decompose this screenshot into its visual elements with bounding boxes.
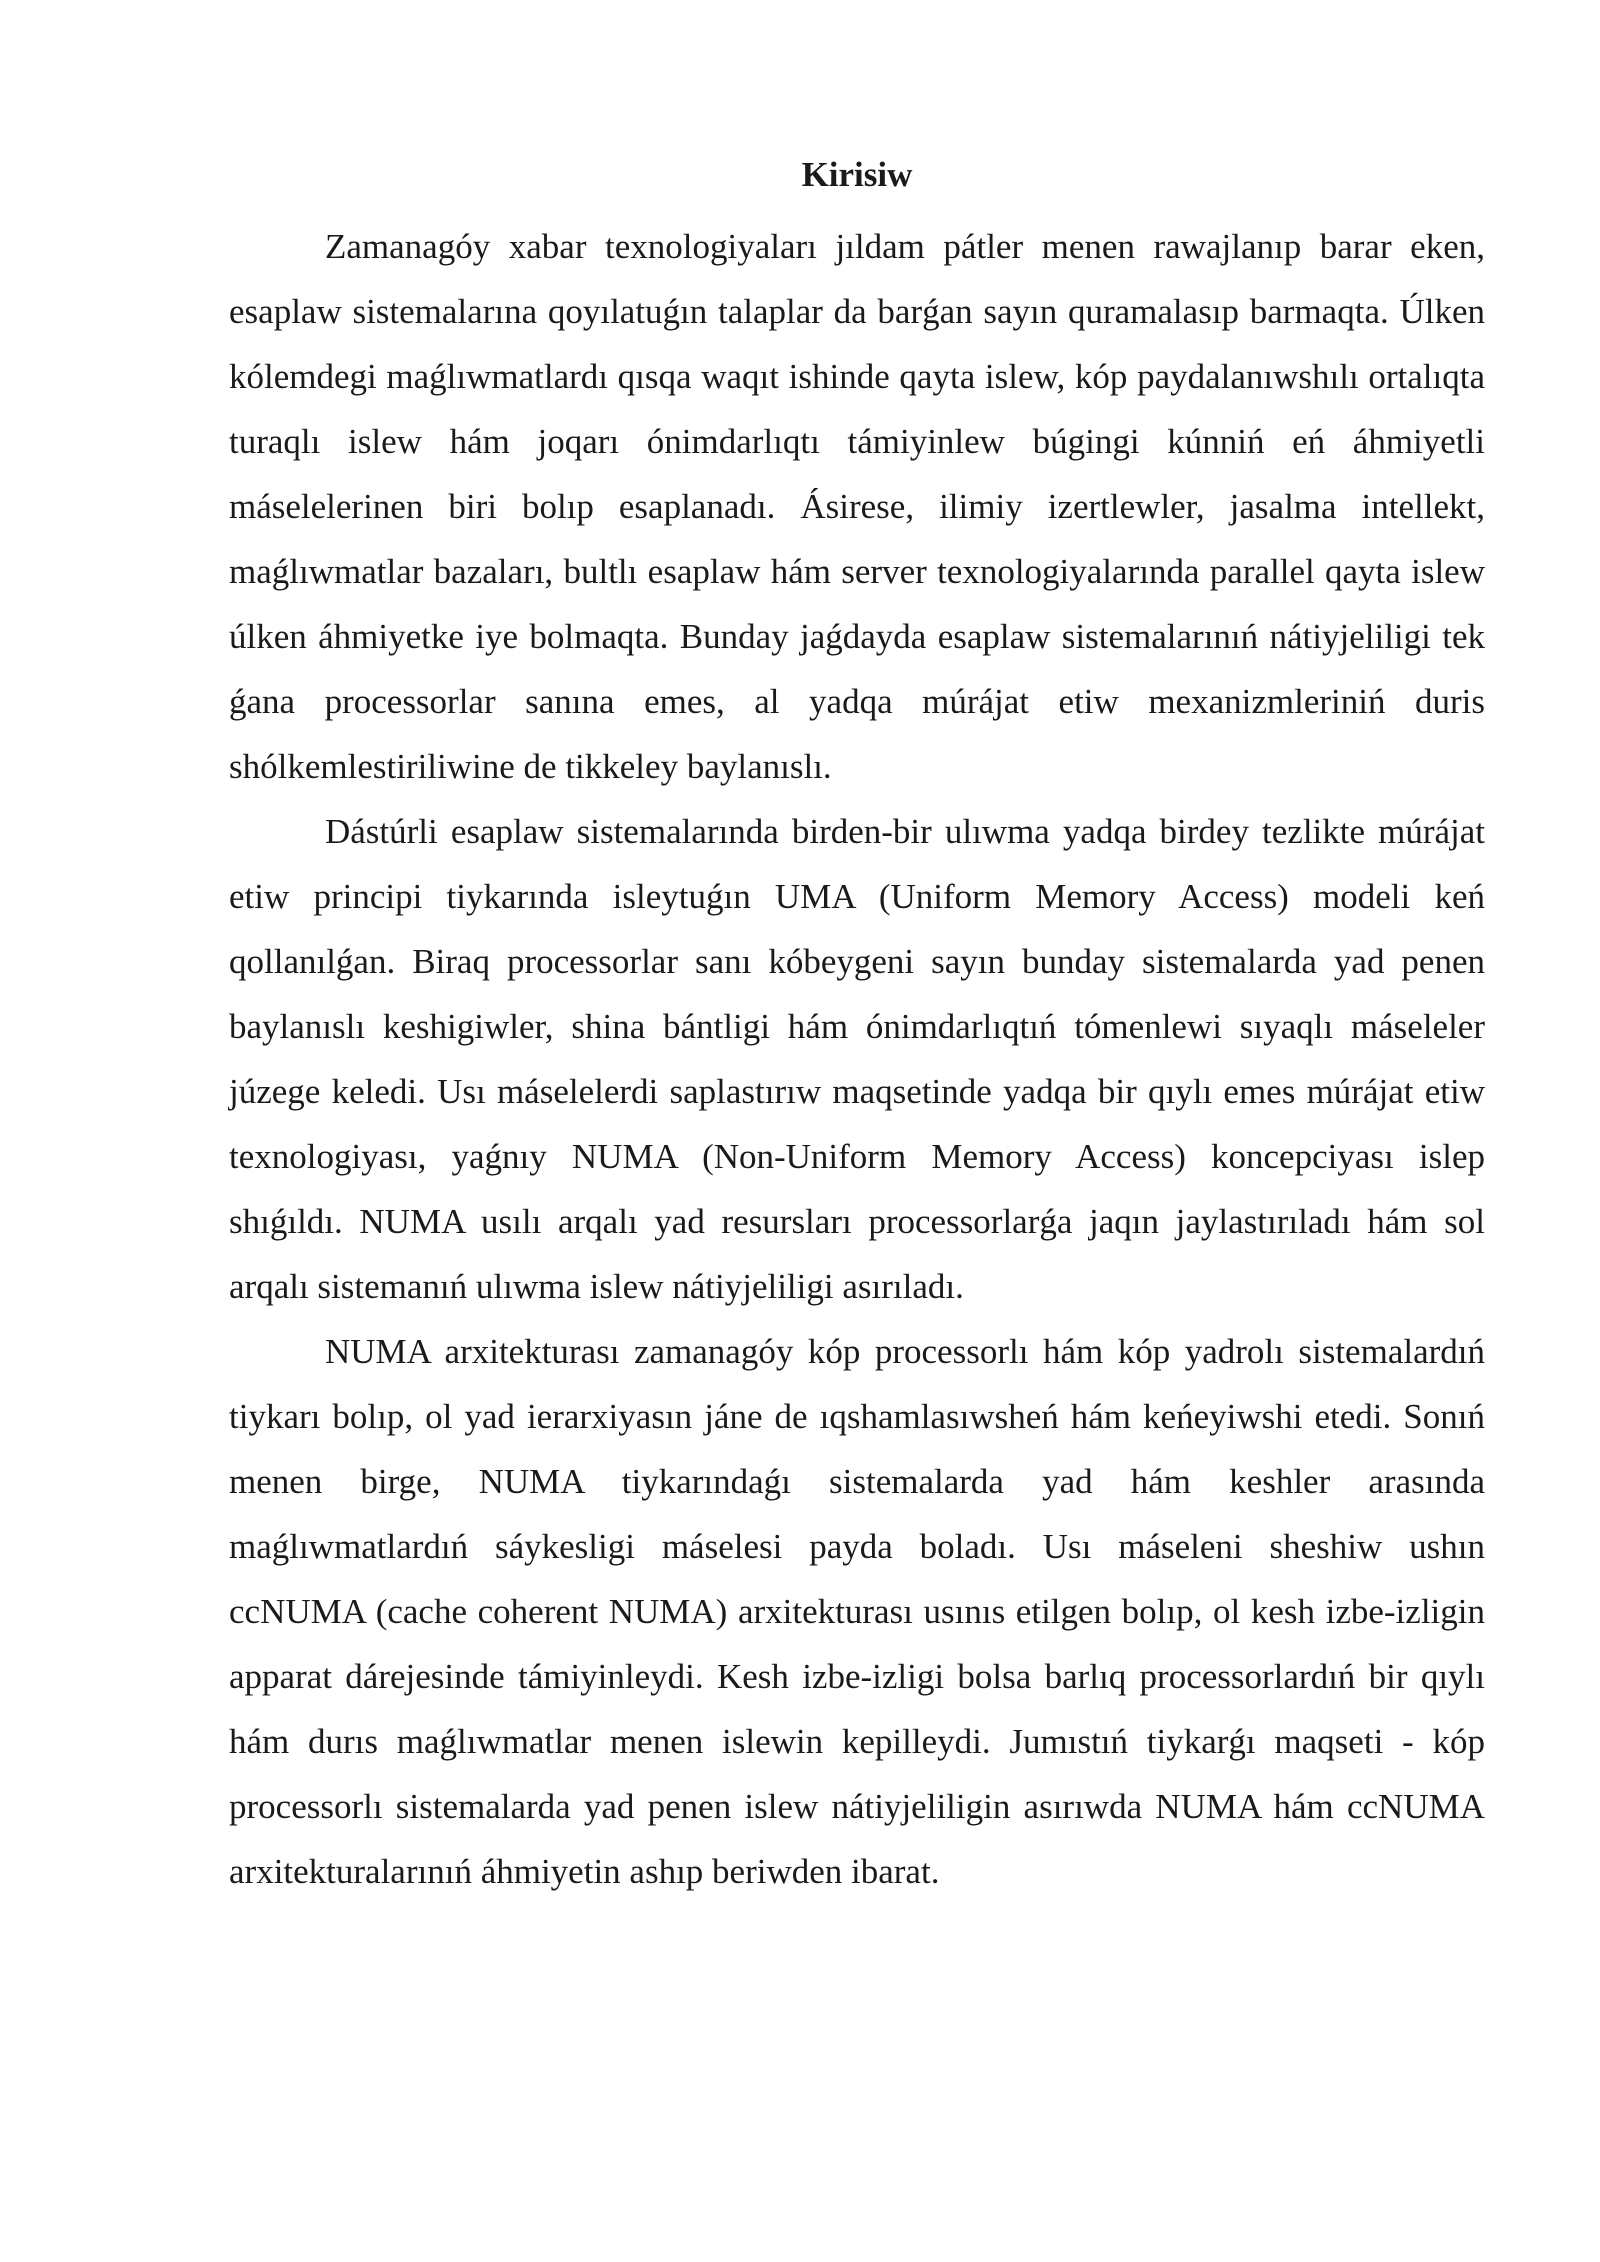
paragraph-2: Dástúrli esaplaw sistemalarında birden-bir ulıwma yadqa birdey tezlikte múrájat etiw principi tiykarında isleytuǵın UMA (Uniform Memory Access) modeli keń qollanılǵan. Biraq processorlar sanı kóbeygeni sayın bunday sistemalarda yad penen baylanıslı keshigiwler, shina bántligi hám ónimdarlıqtıń tómenlewi sıyaqlı máseleler júzege keledi. Usı máselelerdi saplastırıw maqsetinde yadqa bir qıylı emes múrájat etiw texnologiyası, yaǵnıy NUMA (Non-Uniform Memory Access) koncepciyası islep shıǵıldı. NUMA usılı arqalı yad resursları processorlarǵa jaqın jaylastırıladı hám sol arqalı sistemanıń ulıwma islew nátiyjeliligi asırıladı. (229, 812, 1485, 1306)
paragraph-3: NUMA arxitekturası zamanagóy kóp processorlı hám kóp yadrolı sistemalardıń tiykarı bolıp, ol yad ierarxiyasın jáne de ıqshamlasıwsheń hám keńeyiwshi etedi. Sonıń menen birge, NUMA tiykarındaǵı sistemalarda yad hám keshler arasında maǵlıwmatlardıń sáykesligi máselesi payda boladı. Usı máseleni sheshiw ushın ccNUMA (cache coherent NUMA) arxitekturası usınıs etilgen bolıp, ol kesh izbe-izligin apparat dárejesinde támiyinleydi. Kesh izbe-izligi bolsa barlıq processorlardıń bir qıylı hám durıs maǵlıwmatlar menen islewin kepilleydi. Jumıstıń tiykarǵı maqseti - kóp processorlı sistemalarda yad penen islew nátiyjeliligin asırıwda NUMA hám ccNUMA arxitekturalarınıń áhmiyetin ashıp beriwden ibarat. (229, 1332, 1485, 1891)
document-body (229, 150, 1485, 1904)
page-title: Kirisiw (801, 155, 913, 194)
paragraph-1: Zamanagóy xabar texnologiyaları jıldam pátler menen rawajlanıp barar eken, esaplaw sistemalarına qoyılatuǵın talaplar da barǵan sayın quramalasıp barmaqta. Úlken kólemdegi maǵlıwmatlardı qısqa waqıt ishinde qayta islew, kóp paydalanıwshılı ortalıqta turaqlı islew hám joqarı ónimdarlıqtı támiyinlew búgingi kúnniń eń áhmiyetli máselelerinen biri bolıp esaplanadı. Ásirese, ilimiy izertlewler, jasalma intellekt, maǵlıwmatlar bazaları, bultlı esaplaw hám server texnologiyalarında parallel qayta islew úlken áhmiyetke iye bolmaqta. Bunday jaǵdayda esaplaw sistemalarınıń nátiyjeliligi tek ǵana processorlar sanına emes, al yadqa múrájat etiw mexanizmleriniń duris shólkemlestiriliwine de tikkeley baylanıslı. (229, 227, 1485, 786)
